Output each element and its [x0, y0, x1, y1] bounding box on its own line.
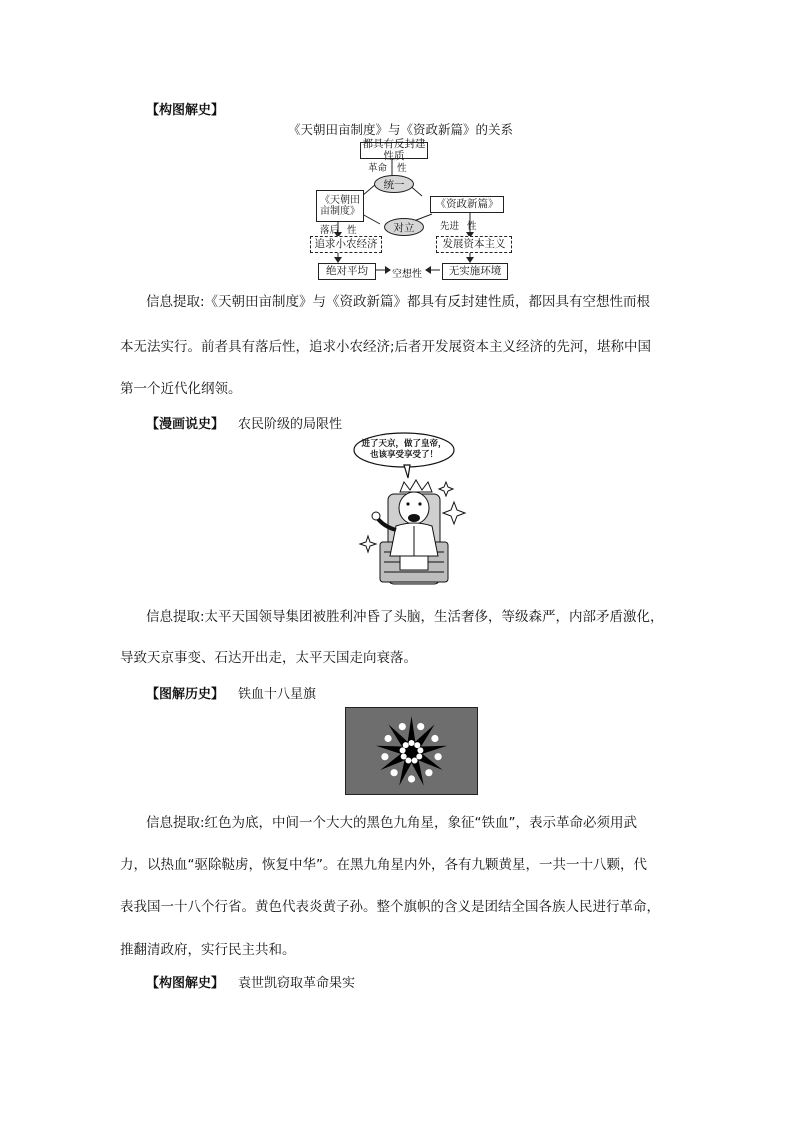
- section-topic: 袁世凯窃取革命果实: [238, 976, 356, 991]
- capitalism-box: 发展资本主义: [436, 236, 512, 253]
- outer-star-dot: [391, 769, 398, 776]
- inner-star-dot: [401, 754, 407, 760]
- inner-star-dot: [414, 742, 420, 748]
- inner-star-dot: [403, 742, 409, 748]
- inner-star-dot: [409, 740, 415, 746]
- diagram-title: 《天朝田亩制度》与《资政新篇》的关系: [288, 122, 514, 137]
- section-label: 【构图解史】: [146, 103, 225, 118]
- revolution-label: 革命 性: [368, 163, 407, 174]
- tianchao-box: 《天朝田 亩制度》: [316, 190, 364, 222]
- star-center: [407, 747, 417, 757]
- section-label: 【图解历史】: [146, 687, 225, 702]
- inner-star-dot: [400, 747, 406, 753]
- section-header-flag: [146, 683, 316, 702]
- section-label: 【漫画说史】: [146, 417, 225, 432]
- info1-line1: 信息提取:《天朝田亩制度》与《资政新篇》都具有反封建性质，都因具有空想性而根: [146, 294, 651, 310]
- backward-label: 落后 性: [320, 225, 357, 236]
- zizheng-box: 《资政新篇》: [430, 196, 504, 213]
- info3-line1: 信息提取:红色为底，中间一个大大的黑色九角星，象征“铁血”，表示革命必须用武: [146, 815, 638, 831]
- flag-graphic: [346, 708, 477, 794]
- info3-line3: 表我国一十八个行省。黄色代表炎黄子孙。整个旗帜的含义是团结全国各族人民进行革命，: [120, 899, 660, 915]
- absolute-equality-box: 绝对平均: [318, 263, 376, 280]
- relationship-diagram: [300, 138, 540, 280]
- info3-line2: 力，以热血“驱除鞑虏，恢复中华”。在黑九角星内外，各有九颗黄星，一共一十八颗，代: [120, 857, 647, 873]
- speech-bubble: 进了天京，做了皇帝， 也该享受享受了！: [361, 439, 447, 460]
- info1-line2: 本无法实行。前者具有落后性，追求小农经济;后者开发展资本主义经济的先河，堪称中国: [120, 339, 652, 355]
- emperor-cartoon: [350, 432, 470, 592]
- utopian-label: 空想性: [392, 269, 422, 280]
- section-label: 【构图解史】: [146, 976, 225, 991]
- inner-star-dot: [416, 754, 422, 760]
- outer-star-dot: [425, 769, 432, 776]
- section-header-yuan: [146, 972, 355, 991]
- opposition-oval: 对立: [384, 218, 424, 236]
- no-environment-box: 无实施环境: [442, 263, 508, 280]
- outer-star-dot: [435, 753, 442, 760]
- section-topic: 铁血十八星旗: [238, 687, 317, 702]
- inner-star-dot: [405, 758, 411, 764]
- progressive-label: 先进 性: [440, 221, 477, 232]
- section-topic: 农民阶级的局限性: [238, 417, 343, 432]
- info2-line2: 导致天京事变、石达开出走，太平天国走向衰落。: [120, 650, 417, 666]
- common-nature-box: 都具有反封建性质: [360, 142, 428, 159]
- small-peasant-box: 追求小农经济: [310, 236, 382, 253]
- inner-star-dot: [412, 758, 418, 764]
- info1-line3: 第一个近代化纲领。: [120, 381, 242, 397]
- section-header-diagram: [146, 99, 224, 118]
- iron-blood-flag: [345, 707, 478, 795]
- outer-star-dot: [381, 753, 388, 760]
- unity-oval: 统一: [374, 175, 414, 193]
- outer-star-dot: [399, 723, 406, 730]
- outer-star-dot: [385, 735, 392, 742]
- info3-line4: 推翻清政府，实行民主共和。: [120, 942, 296, 958]
- outer-star-dot: [417, 723, 424, 730]
- outer-star-dot: [408, 775, 415, 782]
- section-header-cartoon: [146, 413, 342, 432]
- info2-line1: 信息提取:太平天国领导集团被胜利冲昏了头脑，生活奢侈，等级森严，内部矛盾激化，: [146, 609, 664, 625]
- inner-star-dot: [417, 747, 423, 753]
- outer-star-dot: [431, 735, 438, 742]
